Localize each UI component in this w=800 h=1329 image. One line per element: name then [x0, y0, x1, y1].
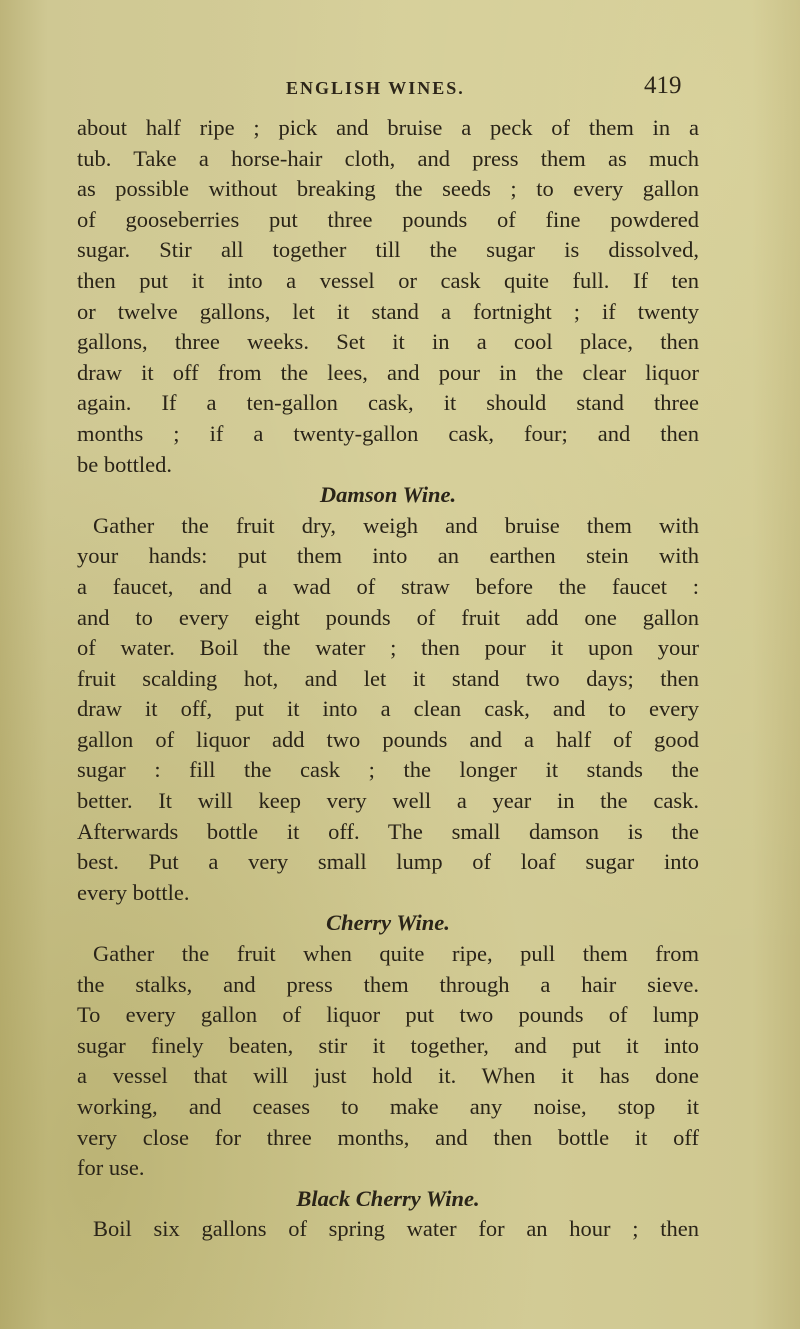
section-heading-damson-wine: Damson Wine. [319, 482, 457, 508]
text-line: draw it off, put it into a clean cask, and to every [77, 696, 699, 722]
section-heading-cherry-wine: Cherry Wine. [326, 910, 450, 936]
running-head: ENGLISH WINES. [286, 78, 465, 98]
text-line: be bottled. [77, 451, 172, 477]
paragraph-gooseberry-continued [77, 113, 699, 480]
text-line: and to every eight pounds of fruit add one gallon [77, 604, 699, 630]
text-line: sugar. Stir all together till the sugar is dissolved, [77, 237, 699, 263]
text-line: sugar finely beaten, stir it together, and put it into [77, 1032, 699, 1058]
text-line: of gooseberries put three pounds of fine powdered [77, 206, 699, 232]
text-line: best. Put a very small lump of loaf sugar into [77, 849, 699, 875]
text-line: Gather the fruit dry, weigh and bruise them with [93, 512, 699, 538]
paragraph-damson-wine [77, 511, 699, 909]
text-line: the stalks, and press them through a hair sieve. [77, 971, 699, 997]
text-line: a vessel that will just hold it. When it has done [77, 1063, 699, 1089]
text-line: draw it off from the lees, and pour in the clear liquor [77, 359, 699, 385]
page-number: 419 [644, 72, 682, 99]
text-line: then put it into a vessel or cask quite full. If ten [77, 267, 699, 293]
text-line: your hands: put them into an earthen stein with [77, 543, 699, 569]
section-heading-black-cherry-wine: Black Cherry Wine. [296, 1185, 480, 1211]
body-text [77, 113, 699, 1245]
text-line: about half ripe ; pick and bruise a peck of them in a [77, 115, 699, 140]
text-line: for use. [77, 1155, 145, 1181]
text-line: or twelve gallons, let it stand a fortnight ; if twenty [77, 298, 699, 324]
paragraph-black-cherry-wine [77, 1214, 699, 1245]
text-line: a faucet, and a wad of straw before the faucet : [77, 573, 699, 599]
text-line: gallons, three weeks. Set it in a cool place, then [77, 329, 699, 355]
text-line: again. If a ten-gallon cask, it should stand three [77, 390, 699, 416]
text-line: better. It will keep very well a year in the cask. [77, 788, 699, 814]
text-line: fruit scalding hot, and let it stand two days; then [77, 665, 699, 691]
text-line: months ; if a twenty-gallon cask, four; and then [77, 420, 699, 446]
text-line: To every gallon of liquor put two pounds of lump [77, 1002, 699, 1028]
text-line: gallon of liquor add two pounds and a half of good [77, 726, 699, 752]
text-line: every bottle. [77, 879, 190, 905]
text-line: tub. Take a horse-hair cloth, and press them as much [77, 145, 699, 171]
page-header [0, 72, 800, 108]
text-line: very close for three months, and then bottle it off [77, 1124, 699, 1150]
text-line: sugar : fill the cask ; the longer it stands the [77, 757, 699, 783]
text-line: Afterwards bottle it off. The small damson is the [77, 818, 699, 844]
text-line: of water. Boil the water ; then pour it upon your [77, 635, 699, 661]
text-line: Boil six gallons of spring water for an hour ; then [93, 1216, 699, 1242]
text-line: Gather the fruit when quite ripe, pull them from [93, 941, 699, 967]
text-line: working, and ceases to make any noise, stop it [77, 1094, 699, 1119]
text-line: as possible without breaking the seeds ; to every gallon [77, 176, 699, 202]
paragraph-cherry-wine [77, 939, 699, 1184]
